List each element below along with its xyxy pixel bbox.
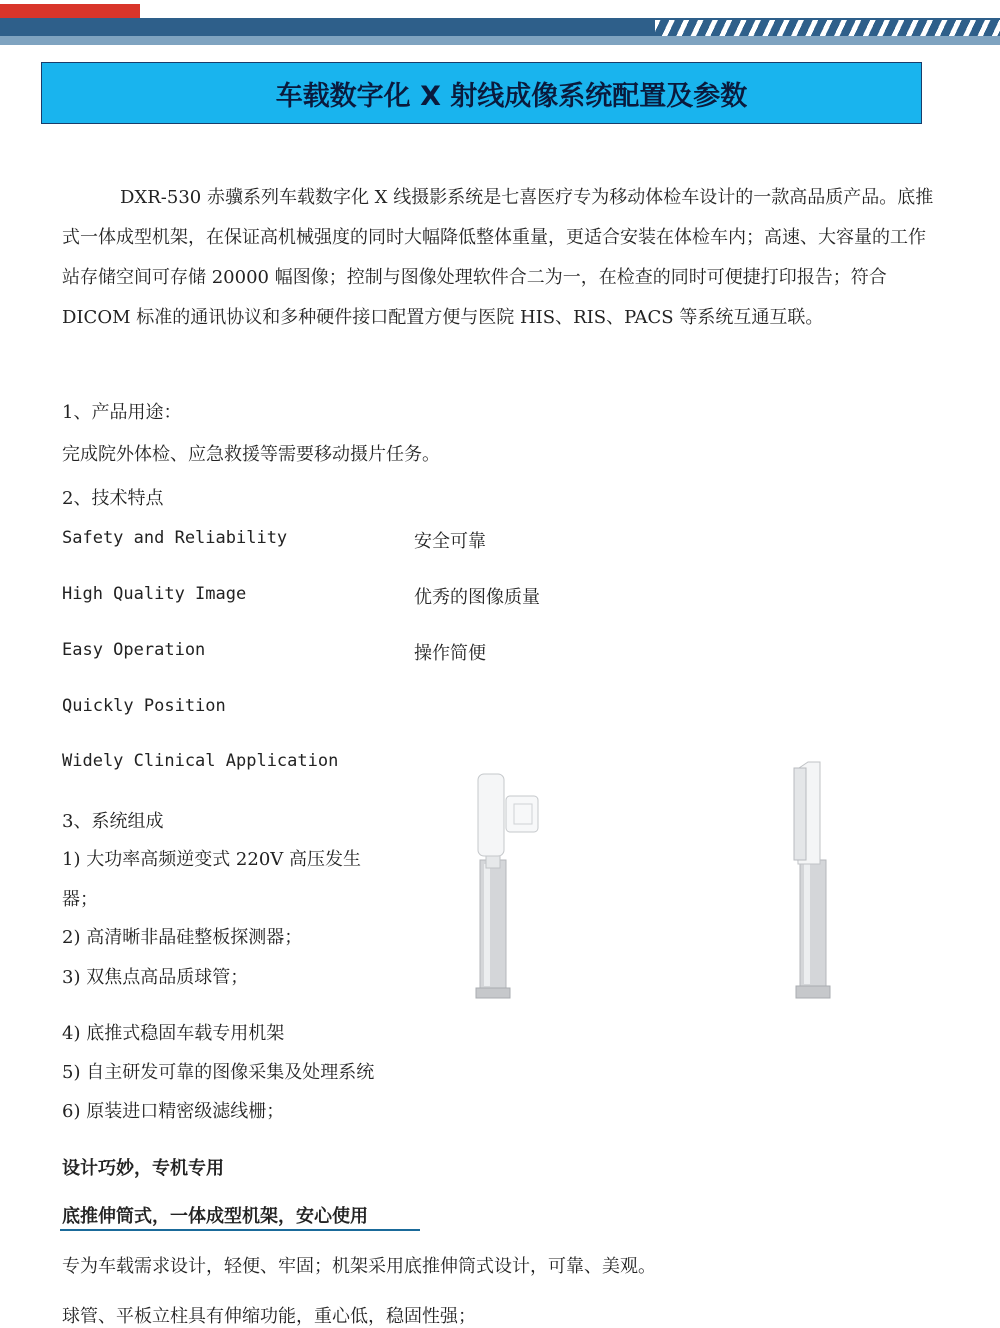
section3-heading: 3、系统组成 — [62, 811, 164, 832]
xray-tube-stand-image — [470, 768, 550, 1003]
component-item: 2) 高清晰非晶硅整板探测器； — [62, 927, 303, 948]
component-item: 器； — [62, 889, 98, 910]
feature-en: Quickly Position — [62, 696, 226, 716]
design-heading: 设计巧妙，专机专用 — [62, 1158, 224, 1179]
detector-stand-image — [790, 760, 840, 1002]
subheading-underline — [60, 1229, 420, 1231]
component-item: 5) 自主研发可靠的图像采集及处理系统 — [62, 1062, 375, 1083]
title-banner — [41, 62, 922, 124]
header-stripes — [655, 20, 1000, 36]
design-text-2: 球管、平板立柱具有伸缩功能，重心低，稳固性强； — [62, 1306, 476, 1327]
design-subheading: 底推伸筒式，一体成型机架，安心使用 — [62, 1206, 368, 1227]
page-title: 车载数字化 X 射线成像系统配置及参数 — [275, 80, 748, 112]
feature-en: Widely Clinical Application — [62, 751, 339, 771]
feature-en: Safety and Reliability — [62, 528, 288, 548]
intro-paragraph: DXR-530 赤骥系列车载数字化 X 线摄影系统是七喜医疗专为移动体检车设计的一款高品质产品。底推式一体成型机架，在保证高机械强度的同时大幅降低整体重量，更适合安装在体检车内；高速、大容量的工作站存储空间可存储 20000 幅图像；控制与图像处理软件合二为一，在检查的同时可便捷打印报告；符合 DICOM 标准的通讯协议和多种硬件接口配置方便与医院 HIS、RIS、PACS 等系统互通互联。 — [62, 187, 934, 328]
feature-en: High Quality Image — [62, 584, 247, 604]
section2-heading: 2、技术特点 — [62, 488, 164, 509]
feature-cn: 优秀的图像质量 — [414, 587, 540, 608]
feature-cn: 安全可靠 — [414, 531, 486, 552]
component-item: 6) 原装进口精密级滤线栅； — [62, 1101, 285, 1122]
section1-text: 完成院外体检、应急救援等需要移动摄片任务。 — [62, 444, 440, 465]
component-item: 1) 大功率高频逆变式 220V 高压发生 — [62, 849, 361, 870]
section1-heading: 1、产品用途： — [62, 402, 182, 423]
design-text-1: 专为车载需求设计，轻便、牢固；机架采用底推伸筒式设计，可靠、美观。 — [62, 1256, 656, 1277]
header-bar-light — [0, 36, 1000, 45]
feature-en: Easy Operation — [62, 640, 206, 660]
component-item: 4) 底推式稳固车载专用机架 — [62, 1023, 285, 1044]
component-item: 3) 双焦点高品质球管； — [62, 967, 249, 988]
feature-cn: 操作简便 — [414, 643, 486, 664]
